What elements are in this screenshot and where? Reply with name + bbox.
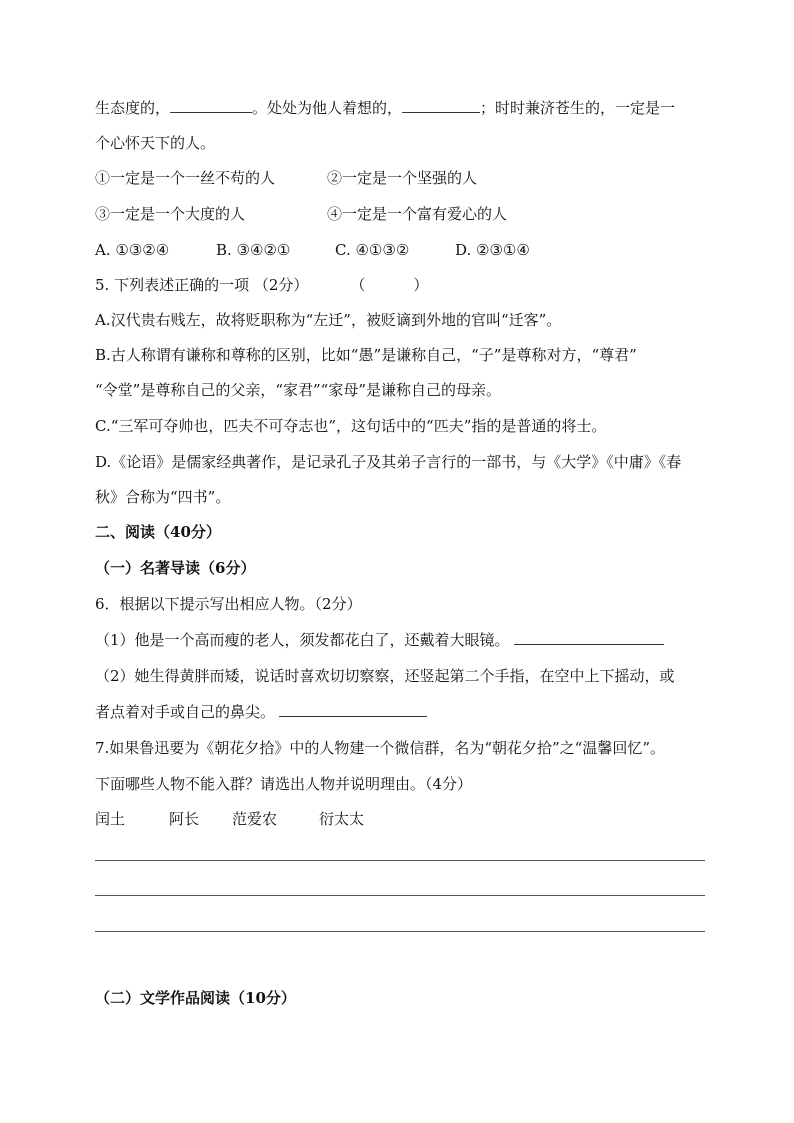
q4-choice-b: B. ③④②① — [216, 241, 291, 259]
q7-stem-line1: 7.如果鲁迅要为《朝花夕拾》中的人物建一个微信群，名为“朝花夕拾”之“温馨回忆”。 — [95, 739, 665, 757]
q6-part-2-text: 者点着对手或自己的鼻尖。 — [95, 703, 276, 721]
q7-name-2: 阿长 — [169, 810, 200, 828]
q4-line1-a: 生态度的， — [95, 99, 171, 117]
section-2-sub-1: （一）名著导读（6分） — [95, 559, 256, 577]
q4-choice-a: A. ①③②④ — [95, 241, 170, 259]
q4-choice-c: C. ④①③② — [335, 241, 410, 259]
section-2-sub-2: （二）文学作品阅读（10分） — [95, 989, 296, 1007]
q5-option-c: C.“三军可夺帅也，匹夫不可夺志也”，这句话中的“匹夫”指的是普通的将士。 — [95, 417, 607, 435]
q6-part-1 — [95, 630, 664, 650]
q6-stem: 6．根据以下提示写出相应人物。（2分） — [95, 595, 362, 613]
q5-option-d-line2: 秋》合称为“四书”。 — [95, 488, 231, 506]
q6-part-2-line2 — [95, 702, 427, 722]
q7-name-1: 闰土 — [95, 810, 126, 828]
q5-stem — [95, 275, 428, 295]
q4-option-1: ①一定是一个一丝不苟的人 — [95, 169, 276, 187]
q7-stem-line2: 下面哪些人物不能入群？请选出人物并说明理由。（4分） — [95, 775, 473, 793]
q5-option-b-line1: B.古人称谓有谦称和尊称的区别，比如“愚”是谦称自己，“子”是尊称对方，“尊君” — [95, 346, 637, 364]
q5-stem-text: 5. 下列表述正确的一项 （2分） — [95, 276, 309, 294]
q4-choice-d: D. ②③①④ — [455, 241, 530, 259]
q7-answer-line-2[interactable] — [95, 895, 705, 896]
q5-option-d-line1: D.《论语》是儒家经典著作，是记录孔子及其弟子言行的一部书，与《大学》《中庸》《春 — [95, 453, 682, 471]
q7-name-3: 范爱农 — [232, 810, 278, 828]
q5-answer-paren-open: （ — [350, 276, 366, 294]
q4-option-4: ④一定是一个富有爱心的人 — [327, 205, 508, 223]
q7-name-4: 衍太太 — [319, 810, 365, 828]
q5-option-b-line2: “令堂”是尊称自己的父亲，“家君”“家母”是谦称自己的母亲。 — [95, 381, 502, 399]
q6-part-2-line1: （2）她生得黄胖而矮，说话时喜欢切切察察，还竖起第二个手指，在空中上下摇动，或 — [95, 667, 675, 685]
q7-answer-line-1[interactable] — [95, 860, 705, 861]
q6-blank-2[interactable] — [279, 702, 427, 717]
q4-option-3: ③一定是一个大度的人 — [95, 205, 246, 223]
q4-option-2: ②一定是一个坚强的人 — [327, 169, 478, 187]
q4-line1-c: ；时时兼济苍生的，一定是一 — [480, 99, 676, 117]
q6-part-1-text: （1）他是一个高而瘦的老人，须发都花白了，还戴着大眼镜。 — [95, 631, 510, 649]
q4-line1 — [95, 98, 675, 118]
q6-blank-1[interactable] — [514, 630, 664, 645]
q4-blank-2[interactable] — [402, 98, 480, 113]
q7-answer-line-3[interactable] — [95, 931, 705, 932]
q5-answer-paren-close: ） — [413, 276, 429, 294]
q4-blank-1[interactable] — [170, 98, 252, 113]
q4-line1-b: 。处处为他人着想的， — [252, 99, 403, 117]
q4-line2: 个心怀天下的人。 — [95, 134, 216, 152]
q5-option-a: A.汉代贵右贱左，故将贬职称为“左迁”，被贬谪到外地的官叫“迁客”。 — [95, 311, 562, 329]
section-2-title: 二、阅读（40分） — [95, 523, 221, 541]
